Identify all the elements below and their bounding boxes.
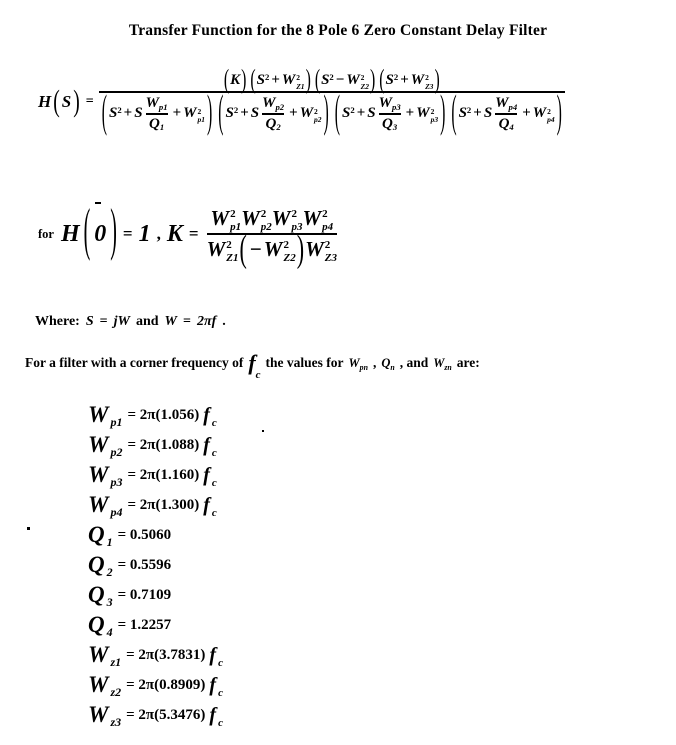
value-row [88,520,223,550]
sup-sub [431,108,439,125]
sym-S: S [321,72,330,88]
fc-symbol: f [203,403,210,426]
sym-S: S [458,105,467,122]
sym-S: S [61,92,72,112]
n-subscript: n [390,362,395,372]
wq-fraction [262,95,284,133]
wq-numerator [495,95,517,112]
sym-S: S [85,314,94,329]
value-expression: = 1.2257 [117,616,172,633]
sym-W: W [183,105,197,122]
variable-subscript: 4 [106,624,113,639]
variable-subscript: p4 [110,504,123,519]
intro-text: For a filter with a corner frequency of [25,355,244,370]
comma: , [372,355,377,370]
equals-sign: = [85,94,94,110]
sym-S: S [385,72,394,88]
for-label: for [38,226,54,241]
sym-S: S [483,105,493,122]
exponent: 2 [314,106,318,116]
variable-symbol: Q [88,582,105,607]
exponent: 2 [350,104,355,115]
fc-symbol: f [203,463,210,486]
sym-H: H [38,92,52,112]
value-expression: = 2π(5.3476) [126,706,206,723]
left-paren: ( [101,88,107,138]
wq-fraction [495,95,517,133]
sym-W: W [346,72,360,88]
sym-W: W [241,206,260,230]
variable-symbol: W [88,672,109,697]
sup-sub [261,208,272,232]
wq-fraction [379,95,401,133]
z-subscript: Z3 [425,81,434,91]
wq-denominator [499,116,514,133]
variable-subscript: 3 [106,594,113,609]
p-subscript: p2 [260,220,272,233]
w-subscript: p2 [314,114,322,124]
value-expression: = 2π(1.300) [127,496,200,513]
exponent: 2 [197,106,202,116]
fc-subscript: c [255,369,261,381]
sym-W: W [495,95,509,111]
value-expression: = 2π(1.088) [127,436,200,453]
minus-sign: − [249,237,262,261]
fraction-bar [146,113,168,115]
exponent: 2 [466,104,472,115]
equals-sign: = [188,224,199,243]
qn-symbol [381,355,394,371]
fc-subscript: c [211,417,217,429]
right-paren: ) [110,199,117,264]
sym-W: W [262,95,276,111]
value-one: 1 [138,220,151,247]
sup-sub [361,74,369,91]
zero-factor [249,64,311,95]
fc-symbol: f [209,703,217,726]
right-paren: ) [296,226,305,271]
sym-H: H [60,220,80,247]
variable-subscript: z3 [110,714,122,729]
wq-denominator [149,116,164,133]
fraction-bar [99,91,565,93]
fraction-bar [379,113,401,115]
variable-symbol: W [88,702,109,727]
sym-K: K [166,220,183,247]
where-label: Where: [35,314,80,329]
value-row [88,610,223,640]
variable-subscript: z2 [110,684,122,699]
w-subscript: p1 [158,101,168,112]
scan-artifact-dot [262,430,264,432]
fraction-bar [262,113,284,115]
comma: , [156,224,161,243]
sym-f: f [248,350,256,375]
wq-numerator [262,95,284,112]
right-paren: ) [323,88,329,138]
exponent: 2 [324,239,331,252]
sym-W: W [348,356,360,370]
period: . [222,314,226,329]
and-word: and [135,314,159,329]
page-title: Transfer Function for the 8 Pole 6 Zero Constant Delay Filter [128,22,548,39]
sup-sub [325,239,337,263]
sup-sub [283,239,295,263]
value-expression: = 0.5596 [117,556,172,573]
left-paren: ( [239,226,247,271]
comma-and: , and [399,355,429,370]
sup-sub [296,74,304,91]
variable-subscript: p1 [110,414,123,429]
variable-symbol: Q [88,552,105,577]
sym-S: S [225,105,234,122]
wq-denominator [266,116,281,133]
q-subscript: 4 [509,122,514,133]
sym-W: W [378,95,392,111]
sym-Q: Q [381,356,391,370]
parameter-value-list [88,400,223,730]
value-row [88,550,223,580]
variable-subscript: p3 [110,474,123,489]
operator-sign: + [271,72,280,88]
variable-symbol: Q [88,612,105,637]
fc-symbol: f [209,673,217,696]
wq-fraction [146,95,168,133]
variable-subscript: 1 [106,534,113,549]
sym-jW: jW [113,314,130,329]
sup-sub [226,239,238,263]
scan-artifact-dash [95,202,101,204]
plus-sign: + [123,105,133,122]
right-paren: ) [440,88,446,138]
variable-symbol: W [88,402,109,427]
exponent: 2 [233,104,239,115]
sym-Q: Q [265,115,277,132]
p-subscript: p1 [230,220,242,233]
variable-subscript: 2 [106,564,113,579]
exponent: 2 [226,239,232,252]
plus-sign: + [356,105,366,122]
k-fraction [206,206,337,271]
fc-subscript: c [218,717,223,729]
exponent: 2 [329,71,334,82]
exponent: 2 [260,208,267,221]
main-fraction [99,64,565,138]
variable-symbol: Q [88,522,105,547]
operator-sign: − [335,72,345,88]
variable-symbol: W [88,492,109,517]
sym-W: W [416,105,430,122]
sym-W: W [532,105,547,122]
sym-W: W [206,237,226,261]
fc-subscript: c [218,687,223,699]
left-paren: ( [451,88,457,138]
sup-sub [547,108,555,125]
fc-subscript: c [218,657,223,669]
fc-symbol: f [209,643,217,666]
plus-sign: + [289,105,298,122]
left-paren: ( [379,64,385,95]
pole-factor [100,88,215,138]
sym-W: W [302,206,322,230]
value-row [88,460,223,490]
value-expression: = 2π(3.7831) [126,646,206,663]
zero-factor [314,64,376,95]
plus-sign: + [240,105,249,122]
z-subscript: Z2 [283,251,296,264]
sup-sub [322,208,333,232]
variable-subscript: p2 [110,444,123,459]
exponent: 2 [360,73,365,83]
value-row [88,400,223,430]
right-paren: ) [434,64,440,95]
sym-S: S [108,105,118,122]
right-paren: ) [556,88,562,138]
sym-W: W [145,95,159,111]
left-paren: ( [218,88,224,138]
scan-artifact-dot [27,527,30,530]
sym-W: W [164,314,177,329]
value-row [88,640,223,670]
are-text: are: [456,355,480,370]
numerator [222,64,442,95]
sym-Q: Q [498,115,510,132]
exponent: 2 [291,208,297,221]
pn-subscript: pn [359,362,368,372]
value-row [88,580,223,610]
value-expression: = 2π(0.8909) [126,676,206,693]
exponent: 2 [117,104,122,115]
sym-W: W [305,237,324,261]
left-paren: ( [250,64,256,95]
sym-W: W [210,206,230,230]
zn-subscript: zn [444,362,452,372]
sym-zero: 0 [94,220,107,247]
sym-W: W [281,72,296,88]
sym-W: W [410,72,425,88]
value-row [88,670,223,700]
value-row [88,430,223,460]
sym-W: W [271,206,291,230]
plus-sign: + [522,105,531,122]
fc-subscript: c [211,447,217,459]
value-row [88,700,223,730]
q-subscript: 3 [392,122,398,133]
right-paren: ) [73,85,80,119]
fraction-bar [207,233,337,235]
wzn-symbol [433,355,452,371]
fc-subscript: c [211,477,217,489]
pole-factor [333,88,448,138]
k-equation [38,199,337,271]
fc-symbol: f [203,433,210,456]
exponent: 2 [230,208,236,221]
sym-S: S [256,72,265,88]
denominator [99,88,565,138]
left-paren: ( [83,199,91,264]
value-row [88,490,223,520]
variable-symbol: W [88,642,109,667]
exponent: 2 [430,106,435,116]
q-subscript: 1 [159,122,165,133]
numerator [210,206,333,231]
variable-subscript: z1 [110,654,122,669]
q-subscript: 2 [276,122,281,133]
zero-factor [378,64,440,95]
left-paren: ( [314,64,321,95]
fc-symbol: f [203,493,210,516]
plus-sign: + [473,105,482,122]
w-subscript: p3 [430,114,439,124]
variable-symbol: W [88,432,109,457]
p-subscript: p3 [291,220,303,233]
pole-factor [449,88,564,138]
value-expression: = 2π(1.056) [127,406,200,423]
z-subscript: Z1 [226,251,239,264]
plus-sign: + [172,105,182,122]
sym-S: S [134,105,143,122]
z-subscript: Z3 [324,251,337,264]
sym-W: W [299,105,314,122]
right-paren: ) [305,64,311,95]
z-subscript: Z1 [296,81,305,91]
sym-Q: Q [148,115,160,132]
left-paren: ( [334,88,341,138]
exponent: 2 [296,73,300,83]
operator-sign: + [400,72,409,88]
wq-numerator [379,95,401,112]
exponent: 2 [264,71,270,82]
right-paren: ) [370,64,376,95]
corner-frequency-line [25,350,480,381]
sup-sub [425,74,433,91]
two-pi-f: 2πf [196,314,217,329]
sup-sub [198,108,206,125]
values-for-text: the values for [265,355,344,370]
pole-factor [216,88,331,138]
value-expression: = 0.5060 [117,526,172,543]
variable-symbol: W [88,462,109,487]
w-subscript: p4 [508,101,518,112]
transfer-function-equation [38,64,565,138]
w-subscript: p3 [391,101,401,112]
z-subscript: Z2 [360,81,369,91]
value-expression: = 0.7109 [117,586,172,603]
left-paren: ( [223,64,230,95]
right-paren: ) [207,88,213,138]
sym-Q: Q [382,115,393,132]
right-paren: ) [241,64,247,95]
where-line [35,314,226,330]
fc-subscript: c [211,507,217,519]
equals-sign: = [122,224,133,243]
w-subscript: p2 [275,101,285,112]
equals-sign: = [99,314,108,329]
fc-symbol [248,350,261,381]
p-subscript: p4 [322,220,334,233]
value-expression: = 2π(1.160) [127,466,200,483]
sym-K: K [230,72,241,88]
exponent: 2 [283,239,289,252]
sup-sub [314,108,322,125]
sym-S: S [250,105,260,122]
sym-W: W [263,237,283,261]
sym-W: W [433,356,445,370]
plus-sign: + [405,105,415,122]
left-paren: ( [53,85,60,119]
equation-lhs [38,85,94,119]
wq-denominator [382,116,397,133]
wq-numerator [146,95,168,112]
equals-sign: = [183,314,191,329]
w-subscript: p4 [547,114,555,124]
w-subscript: p1 [197,114,205,124]
exponent: 2 [322,208,328,221]
sym-S: S [342,105,351,122]
exponent: 2 [425,73,429,83]
sym-S: S [367,105,376,122]
wpn-symbol [349,355,368,371]
exponent: 2 [547,106,551,116]
exponent: 2 [393,71,399,82]
fraction-bar [495,113,517,115]
k-factor [223,64,248,95]
